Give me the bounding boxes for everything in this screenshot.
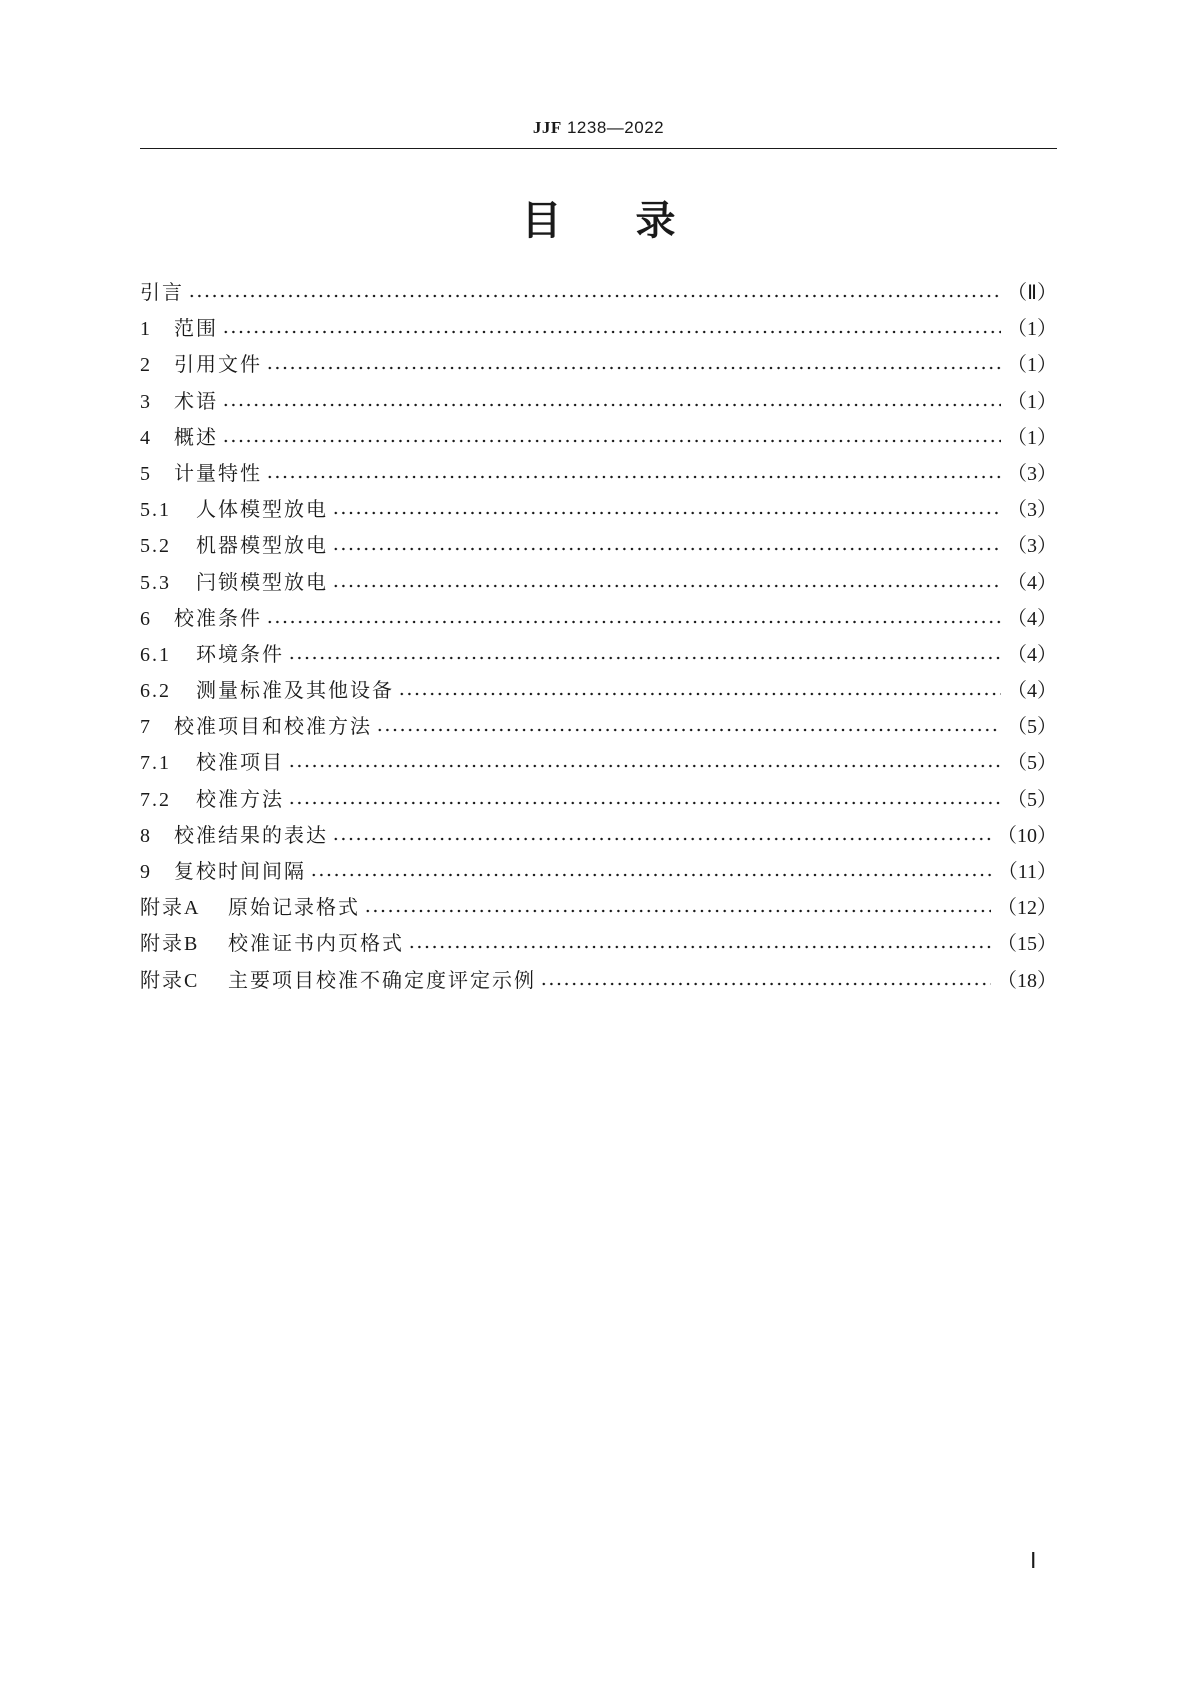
toc-title: 目录 <box>521 198 750 244</box>
page-number: Ⅰ <box>1030 1548 1037 1573</box>
toc-dot-leader <box>266 354 1001 374</box>
toc-dot-leader <box>222 391 1001 411</box>
toc-entry-number: 7.2 <box>140 788 171 811</box>
toc-entry-title: 机器模型放电 <box>196 533 328 558</box>
toc-dot-leader <box>408 933 991 953</box>
toc-entry-title: 校准条件 <box>174 605 262 630</box>
toc-entry-number: 附录C <box>140 969 200 992</box>
toc-entry-page: （5） <box>1007 788 1057 811</box>
toc-entry-title: 计量特性 <box>174 460 262 485</box>
toc-dot-leader <box>288 644 1001 664</box>
toc-dot-leader <box>540 970 991 990</box>
toc-entry-title: 复校时间间隔 <box>174 859 306 883</box>
toc-entry[interactable] <box>140 493 1057 529</box>
toc-dot-leader <box>376 716 1001 736</box>
toc-entry-number: 6.2 <box>140 680 171 703</box>
toc-dot-leader <box>266 463 1001 483</box>
toc-entry-page: （4） <box>1007 680 1057 703</box>
toc-entry-number: 3 <box>140 390 152 413</box>
toc-entry-title: 校准项目和校准方法 <box>174 714 372 739</box>
toc-entry-number: 1 <box>140 318 152 341</box>
toc-entry[interactable] <box>140 783 1057 819</box>
toc-entry-number: 附录A <box>140 897 201 920</box>
toc-entry[interactable] <box>140 638 1057 674</box>
toc-entry-page: （1） <box>1007 426 1057 449</box>
toc-entry-page: （4） <box>1007 607 1057 630</box>
toc-entry-title: 主要项目校准不确定度评定示例 <box>228 967 536 992</box>
toc-entry[interactable] <box>140 710 1057 746</box>
toc-dot-leader <box>288 789 1001 809</box>
toc-entry-page: （1） <box>1007 318 1057 341</box>
toc-entry[interactable] <box>140 421 1057 457</box>
toc-entry[interactable] <box>140 674 1057 710</box>
toc-entry-page: （4） <box>1007 571 1057 594</box>
toc-entry[interactable] <box>140 602 1057 638</box>
toc-entry-title: 引用文件 <box>174 352 262 377</box>
toc-entry[interactable] <box>140 746 1057 782</box>
toc-entry-page: （18） <box>997 969 1057 992</box>
toc-entry-title: 引言 <box>140 280 184 304</box>
toc-entry[interactable] <box>140 312 1057 348</box>
toc-entry-title: 人体模型放电 <box>196 497 328 522</box>
toc-entry-title: 范围 <box>174 316 218 341</box>
toc-entry-page: （15） <box>997 933 1057 956</box>
toc-entry-number: 5.3 <box>140 571 171 594</box>
standard-code-prefix: JJF <box>532 118 562 137</box>
toc-entry[interactable] <box>140 385 1057 421</box>
toc-entry[interactable] <box>140 891 1057 927</box>
toc-entry-number: 6.1 <box>140 643 171 666</box>
toc-entry-page: （10） <box>997 824 1057 847</box>
toc-dot-leader <box>398 680 1001 700</box>
toc-entry[interactable] <box>140 855 1057 891</box>
toc-entry-page: （4） <box>1007 643 1057 666</box>
toc-entry-page: （5） <box>1007 752 1057 775</box>
toc-entry-number: 5.2 <box>140 535 171 558</box>
toc-entry-page: （12） <box>997 897 1057 920</box>
toc-entry-title: 概述 <box>174 424 218 449</box>
toc-dot-leader <box>332 825 991 845</box>
toc-entry-title: 术语 <box>174 388 218 413</box>
toc-dot-leader <box>332 535 1001 555</box>
toc-entry-number: 2 <box>140 354 152 377</box>
toc-entry[interactable] <box>140 566 1057 602</box>
standard-code-number: 1238—2022 <box>561 118 665 137</box>
toc-entry-page: （5） <box>1007 716 1057 739</box>
toc-entry[interactable] <box>140 529 1057 565</box>
toc-entry-title: 测量标准及其他设备 <box>196 678 394 703</box>
toc-entry[interactable] <box>140 819 1057 855</box>
toc-dot-leader <box>332 499 1001 519</box>
toc-entry-page: （3） <box>1007 535 1057 558</box>
toc-entry-number: 4 <box>140 426 152 449</box>
toc-dot-leader <box>288 752 1001 772</box>
toc-dot-leader <box>188 282 1001 302</box>
toc-dot-leader <box>222 318 1001 338</box>
toc-entry-page: （11） <box>997 861 1057 883</box>
toc-entry-number: 5 <box>140 462 152 485</box>
toc-entry-page: （1） <box>1007 390 1057 413</box>
toc-entry-page: （1） <box>1007 354 1057 377</box>
toc-entry[interactable] <box>140 276 1057 312</box>
header-divider <box>140 148 1057 149</box>
toc-entry[interactable] <box>140 457 1057 493</box>
toc-dot-leader <box>364 897 991 917</box>
toc-entry-title: 校准证书内页格式 <box>228 931 404 956</box>
toc-entry-title: 校准项目 <box>196 750 284 775</box>
toc-dot-leader <box>332 572 1001 592</box>
toc-entry-page: （Ⅱ） <box>1007 282 1057 304</box>
toc-entry[interactable] <box>140 348 1057 384</box>
toc-entry[interactable] <box>140 964 1057 1000</box>
toc-entry-number: 7 <box>140 716 152 739</box>
toc-entry-number: 9 <box>140 861 152 883</box>
toc-entry-number: 5.1 <box>140 499 171 522</box>
toc-entry-title: 原始记录格式 <box>228 895 360 920</box>
toc-entry-title: 校准结果的表达 <box>174 822 328 847</box>
toc-entry-number: 8 <box>140 824 152 847</box>
toc-dot-leader <box>222 427 1001 447</box>
toc-entry-title: 闩锁模型放电 <box>196 569 328 594</box>
page-header <box>140 118 1057 138</box>
toc-entry-title: 环境条件 <box>196 641 284 666</box>
toc-entry-page: （3） <box>1007 499 1057 522</box>
toc-dot-leader <box>310 861 992 881</box>
toc-entry-number: 附录B <box>140 933 200 956</box>
toc-entry-page: （3） <box>1007 462 1057 485</box>
toc-entry-number: 6 <box>140 607 152 630</box>
toc-entry-number: 7.1 <box>140 752 171 775</box>
toc-entry-title: 校准方法 <box>196 786 284 811</box>
toc-dot-leader <box>266 608 1001 628</box>
toc-entry[interactable] <box>140 927 1057 963</box>
table-of-contents <box>140 276 1057 1000</box>
